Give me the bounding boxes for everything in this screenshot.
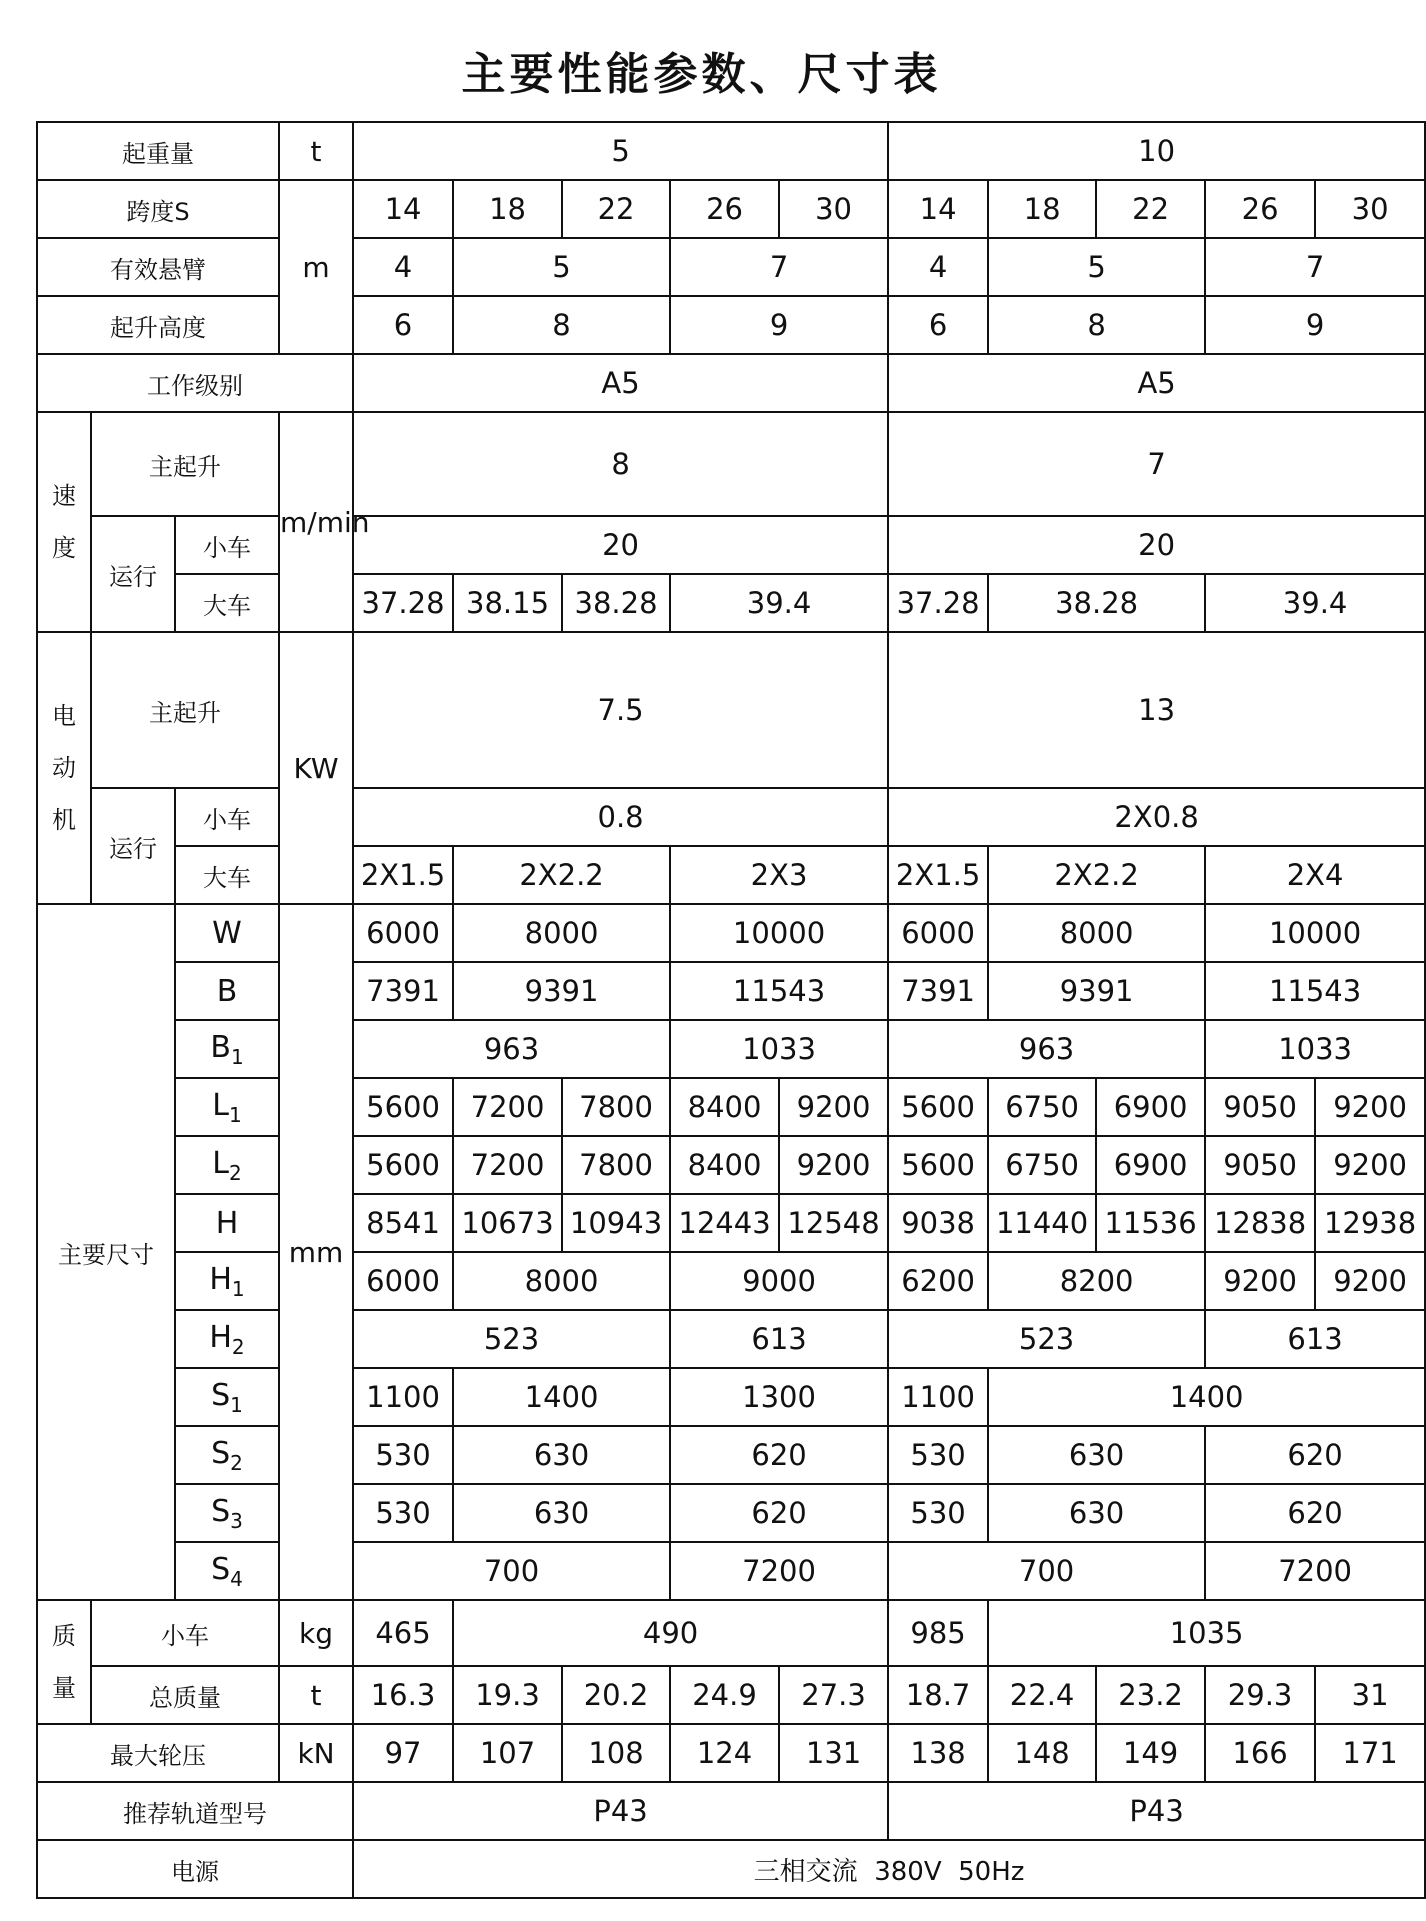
- speed-trolley-row: [37, 516, 1425, 574]
- row-label: 主起升: [91, 412, 279, 516]
- table-cell: 38.15: [453, 574, 562, 632]
- table-cell: 5: [353, 122, 888, 180]
- row-label: 总质量: [91, 1666, 279, 1724]
- table-cell: 8: [988, 296, 1205, 354]
- motor-trolley-row: [37, 788, 1425, 846]
- table-cell: 18: [988, 180, 1096, 238]
- motor-crane-row: [37, 846, 1425, 904]
- table-cell: 9200: [1315, 1136, 1425, 1194]
- table-cell: 14: [353, 180, 453, 238]
- table-cell: 22: [1096, 180, 1205, 238]
- table-cell: 963: [888, 1020, 1205, 1078]
- table-cell: A5: [353, 354, 888, 412]
- table-cell: A5: [888, 354, 1425, 412]
- table-cell: 5600: [353, 1136, 453, 1194]
- table-cell: 20: [353, 516, 888, 574]
- table-cell: 9038: [888, 1194, 988, 1252]
- table-cell: 10943: [562, 1194, 670, 1252]
- table-cell: 7: [888, 412, 1425, 516]
- table-cell: 5600: [888, 1078, 988, 1136]
- table-cell: 37.28: [888, 574, 988, 632]
- symbol-cell: $S_3$: [175, 1484, 279, 1542]
- table-cell: 149: [1096, 1724, 1205, 1782]
- table-cell: 630: [988, 1426, 1205, 1484]
- table-cell: 11543: [670, 962, 888, 1020]
- table-cell: 9200: [1205, 1252, 1315, 1310]
- table-cell: 9200: [1315, 1078, 1425, 1136]
- table-cell: 2X2.2: [988, 846, 1205, 904]
- table-cell: 19.3: [453, 1666, 562, 1724]
- dim-row-l1: [37, 1078, 1425, 1136]
- symbol-cell: $S_4$: [175, 1542, 279, 1600]
- row-label: 推荐轨道型号: [37, 1782, 353, 1840]
- table-cell: 9391: [453, 962, 670, 1020]
- speed-main-hoist-row: [37, 412, 1425, 516]
- table-cell: 7800: [562, 1136, 670, 1194]
- table-cell: 620: [670, 1426, 888, 1484]
- table-cell: 6: [888, 296, 988, 354]
- table-cell: 7391: [888, 962, 988, 1020]
- dim-row-w: [37, 904, 1425, 962]
- table-cell: 465: [353, 1600, 453, 1666]
- table-cell: 6000: [888, 904, 988, 962]
- table-cell: 4: [353, 238, 453, 296]
- symbol-cell: B: [175, 962, 279, 1020]
- table-cell: 30: [779, 180, 888, 238]
- table-cell: 523: [353, 1310, 670, 1368]
- dim-row-s1: [37, 1368, 1425, 1426]
- table-cell: 7391: [353, 962, 453, 1020]
- power-value: 三相交流 380V 50Hz: [353, 1840, 1425, 1898]
- table-cell: 38.28: [562, 574, 670, 632]
- symbol-cell: H: [175, 1194, 279, 1252]
- table-cell: 620: [1205, 1426, 1425, 1484]
- table-cell: 490: [453, 1600, 888, 1666]
- table-cell: 9050: [1205, 1078, 1315, 1136]
- table-cell: 5: [453, 238, 670, 296]
- table-cell: 6750: [988, 1136, 1096, 1194]
- symbol-cell: $B_1$: [175, 1020, 279, 1078]
- table-cell: 97: [353, 1724, 453, 1782]
- table-cell: 1035: [988, 1600, 1425, 1666]
- table-cell: 38.28: [988, 574, 1205, 632]
- table-cell: 7200: [453, 1078, 562, 1136]
- row-label: 小车: [91, 1600, 279, 1666]
- table-cell: 8: [353, 412, 888, 516]
- work-class-row: [37, 354, 1425, 412]
- table-cell: 1300: [670, 1368, 888, 1426]
- symbol-cell: $S_2$: [175, 1426, 279, 1484]
- table-cell: 2X1.5: [353, 846, 453, 904]
- table-cell: 620: [670, 1484, 888, 1542]
- table-cell: 20: [888, 516, 1425, 574]
- table-cell: 8000: [988, 904, 1205, 962]
- table-cell: 8: [453, 296, 670, 354]
- symbol-cell: $H_2$: [175, 1310, 279, 1368]
- row-label: 小车: [175, 516, 279, 574]
- unit-cell: KW: [279, 632, 353, 904]
- table-cell: 22.4: [988, 1666, 1096, 1724]
- table-cell: 2X4: [1205, 846, 1425, 904]
- group-label-speed: 速 度: [37, 412, 91, 632]
- table-cell: 530: [353, 1484, 453, 1542]
- table-cell: 13: [888, 632, 1425, 788]
- dim-row-h: [37, 1194, 1425, 1252]
- table-cell: 630: [453, 1484, 670, 1542]
- table-cell: 108: [562, 1724, 670, 1782]
- table-cell: 5: [988, 238, 1205, 296]
- symbol-cell: $S_1$: [175, 1368, 279, 1426]
- table-cell: 8400: [670, 1136, 779, 1194]
- table-cell: 8541: [353, 1194, 453, 1252]
- travel-label: 运行: [91, 516, 175, 632]
- unit-cell: m/min: [279, 412, 353, 632]
- dim-row-s3: [37, 1484, 1425, 1542]
- cantilever-row: [37, 238, 1425, 296]
- page-title: 主要性能参数、尺寸表: [461, 49, 942, 100]
- motor-main-hoist-row: [37, 632, 1425, 788]
- table-cell: 16.3: [353, 1666, 453, 1724]
- travel-label: 运行: [91, 788, 175, 904]
- table-cell: 7200: [670, 1542, 888, 1600]
- table-cell: 6000: [353, 904, 453, 962]
- table-cell: 6000: [353, 1252, 453, 1310]
- table-cell: 7: [1205, 238, 1425, 296]
- symbol-cell: $L_1$: [175, 1078, 279, 1136]
- table-cell: 9200: [1315, 1252, 1425, 1310]
- table-cell: 8400: [670, 1078, 779, 1136]
- table-cell: 26: [1205, 180, 1315, 238]
- table-cell: 1033: [670, 1020, 888, 1078]
- table-cell: 8000: [453, 1252, 670, 1310]
- wheel-load-row: [37, 1724, 1425, 1782]
- row-label: 起重量: [37, 122, 279, 180]
- span-row: [37, 180, 1425, 238]
- table-cell: P43: [353, 1782, 888, 1840]
- table-cell: 14: [888, 180, 988, 238]
- table-cell: 630: [988, 1484, 1205, 1542]
- table-cell: 29.3: [1205, 1666, 1315, 1724]
- table-cell: 39.4: [670, 574, 888, 632]
- group-label-dims: 主要尺寸: [37, 904, 175, 1600]
- table-cell: 963: [353, 1020, 670, 1078]
- speed-crane-row: [37, 574, 1425, 632]
- symbol-cell: $H_1$: [175, 1252, 279, 1310]
- dim-row-s2: [37, 1426, 1425, 1484]
- table-cell: 2X1.5: [888, 846, 988, 904]
- table-cell: 148: [988, 1724, 1096, 1782]
- table-cell: 12443: [670, 1194, 779, 1252]
- table-cell: 12938: [1315, 1194, 1425, 1252]
- table-cell: 7.5: [353, 632, 888, 788]
- unit-cell: m: [279, 180, 353, 354]
- table-cell: 27.3: [779, 1666, 888, 1724]
- unit-cell: t: [279, 122, 353, 180]
- table-cell: 6900: [1096, 1136, 1205, 1194]
- table-cell: 530: [888, 1426, 988, 1484]
- table-cell: 9: [1205, 296, 1425, 354]
- spec-table: [36, 121, 1426, 1899]
- dim-row-h2: [37, 1310, 1425, 1368]
- table-cell: 6750: [988, 1078, 1096, 1136]
- table-cell: 37.28: [353, 574, 453, 632]
- symbol-cell: $L_2$: [175, 1136, 279, 1194]
- mass-trolley-row: [37, 1600, 1425, 1666]
- table-cell: 166: [1205, 1724, 1315, 1782]
- table-cell: 9200: [779, 1136, 888, 1194]
- table-cell: 700: [353, 1542, 670, 1600]
- table-cell: 11536: [1096, 1194, 1205, 1252]
- table-cell: 138: [888, 1724, 988, 1782]
- table-cell: 8000: [453, 904, 670, 962]
- unit-cell: mm: [279, 904, 353, 1600]
- table-cell: 9000: [670, 1252, 888, 1310]
- table-cell: 18: [453, 180, 562, 238]
- table-cell: 1100: [888, 1368, 988, 1426]
- mass-total-row: [37, 1666, 1425, 1724]
- table-cell: 2X2.2: [453, 846, 670, 904]
- table-cell: 31: [1315, 1666, 1425, 1724]
- symbol-cell: W: [175, 904, 279, 962]
- table-cell: 171: [1315, 1724, 1425, 1782]
- table-cell: 6900: [1096, 1078, 1205, 1136]
- row-label: 大车: [175, 574, 279, 632]
- table-cell: 131: [779, 1724, 888, 1782]
- unit-cell: t: [279, 1666, 353, 1724]
- row-label: 工作级别: [37, 354, 353, 412]
- table-cell: 630: [453, 1426, 670, 1484]
- dim-row-l2: [37, 1136, 1425, 1194]
- power-row: [37, 1840, 1425, 1898]
- table-cell: 530: [353, 1426, 453, 1484]
- table-cell: 620: [1205, 1484, 1425, 1542]
- table-cell: 10000: [1205, 904, 1425, 962]
- table-cell: 9050: [1205, 1136, 1315, 1194]
- group-label-mass: 质 量: [37, 1600, 91, 1724]
- table-cell: 4: [888, 238, 988, 296]
- table-cell: 10000: [670, 904, 888, 962]
- table-cell: 7: [670, 238, 888, 296]
- table-cell: 23.2: [1096, 1666, 1205, 1724]
- group-label-motor: 电 动 机: [37, 632, 91, 904]
- row-label: 电源: [37, 1840, 353, 1898]
- table-cell: 10673: [453, 1194, 562, 1252]
- table-cell: 523: [888, 1310, 1205, 1368]
- lift-height-row: [37, 296, 1425, 354]
- table-cell: 8200: [988, 1252, 1205, 1310]
- table-cell: 5600: [888, 1136, 988, 1194]
- table-cell: 7200: [453, 1136, 562, 1194]
- table-cell: 9200: [779, 1078, 888, 1136]
- table-cell: 2X3: [670, 846, 888, 904]
- table-cell: 1033: [1205, 1020, 1425, 1078]
- table-cell: 1100: [353, 1368, 453, 1426]
- table-cell: 30: [1315, 180, 1425, 238]
- table-cell: 9391: [988, 962, 1205, 1020]
- table-cell: 613: [670, 1310, 888, 1368]
- table-cell: 11440: [988, 1194, 1096, 1252]
- table-cell: 6: [353, 296, 453, 354]
- table-cell: 20.2: [562, 1666, 670, 1724]
- row-label: 最大轮压: [37, 1724, 279, 1782]
- table-cell: P43: [888, 1782, 1425, 1840]
- table-cell: 7800: [562, 1078, 670, 1136]
- table-cell: 985: [888, 1600, 988, 1666]
- table-cell: 1400: [988, 1368, 1425, 1426]
- table-cell: 12548: [779, 1194, 888, 1252]
- capacity-row: [37, 122, 1425, 180]
- table-cell: 0.8: [353, 788, 888, 846]
- table-cell: 7200: [1205, 1542, 1425, 1600]
- table-cell: 124: [670, 1724, 779, 1782]
- table-cell: 24.9: [670, 1666, 779, 1724]
- table-cell: 12838: [1205, 1194, 1315, 1252]
- table-cell: 530: [888, 1484, 988, 1542]
- rail-row: [37, 1782, 1425, 1840]
- table-cell: 1400: [453, 1368, 670, 1426]
- dim-row-s4: [37, 1542, 1425, 1600]
- table-cell: 18.7: [888, 1666, 988, 1724]
- row-label: 跨度S: [37, 180, 279, 238]
- dim-row-b1: [37, 1020, 1425, 1078]
- row-label: 主起升: [91, 632, 279, 788]
- row-label: 大车: [175, 846, 279, 904]
- table-cell: 9: [670, 296, 888, 354]
- table-cell: 5600: [353, 1078, 453, 1136]
- row-label: 有效悬臂: [37, 238, 279, 296]
- row-label: 小车: [175, 788, 279, 846]
- table-cell: 107: [453, 1724, 562, 1782]
- unit-cell: kg: [279, 1600, 353, 1666]
- table-cell: 10: [888, 122, 1425, 180]
- table-cell: 700: [888, 1542, 1205, 1600]
- table-cell: 11543: [1205, 962, 1425, 1020]
- table-cell: 2X0.8: [888, 788, 1425, 846]
- table-cell: 39.4: [1205, 574, 1425, 632]
- row-label: 起升高度: [37, 296, 279, 354]
- unit-cell: kN: [279, 1724, 353, 1782]
- table-cell: 26: [670, 180, 779, 238]
- dim-row-b: [37, 962, 1425, 1020]
- table-cell: 613: [1205, 1310, 1425, 1368]
- dim-row-h1: [37, 1252, 1425, 1310]
- table-cell: 22: [562, 180, 670, 238]
- table-cell: 6200: [888, 1252, 988, 1310]
